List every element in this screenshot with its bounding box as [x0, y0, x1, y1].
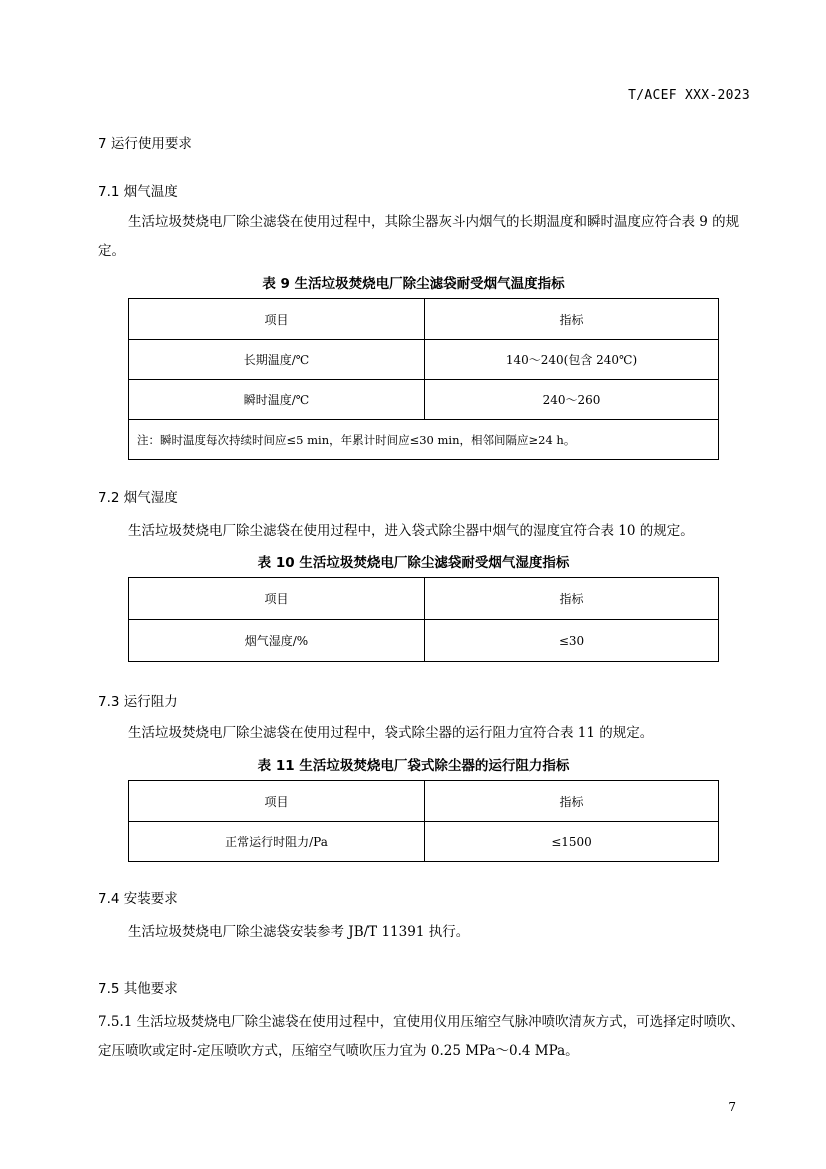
section-7-4-heading: 7.4 安装要求 — [98, 891, 178, 907]
section-7-2-heading: 7.2 烟气湿度 — [98, 490, 178, 506]
table-header-cell: 项目 — [129, 781, 425, 822]
table-10 — [128, 577, 719, 662]
section-7-1-paragraph: 生活垃圾焚烧电厂除尘滤袋在使用过程中，其除尘器灰斗内烟气的长期温度和瞬时温度应符合表 9 的规定。 — [98, 214, 740, 259]
table-cell: 140～240(包含 240℃) — [425, 340, 719, 380]
table-note-row — [129, 420, 719, 460]
table-cell: 长期温度/℃ — [129, 340, 425, 380]
table-header-row — [129, 781, 719, 822]
table-header-row — [129, 299, 719, 340]
section-7-5-heading: 7.5 其他要求 — [98, 981, 178, 997]
table-cell: ≤30 — [425, 620, 719, 662]
document-id: T/ACEF XXX-2023 — [628, 88, 750, 103]
table-cell: 瞬时温度/℃ — [129, 380, 425, 420]
table-row — [129, 340, 719, 380]
section-7-2-paragraph: 生活垃圾焚烧电厂除尘滤袋在使用过程中，进入袋式除尘器中烟气的湿度宜符合表 10 的规定。 — [128, 523, 694, 539]
section-7-heading: 7 运行使用要求 — [98, 136, 192, 152]
table-header-cell: 指标 — [425, 299, 719, 340]
section-7-4-paragraph: 生活垃圾焚烧电厂除尘滤袋安装参考 JB/T 11391 执行。 — [128, 924, 470, 940]
table-11-caption: 表 11 生活垃圾焚烧电厂袋式除尘器的运行阻力指标 — [257, 758, 570, 774]
section-7-3-heading: 7.3 运行阻力 — [98, 694, 178, 710]
table-9-caption: 表 9 生活垃圾焚烧电厂除尘滤袋耐受烟气温度指标 — [262, 276, 565, 292]
table-cell: 烟气湿度/% — [129, 620, 425, 662]
section-7-1-heading: 7.1 烟气温度 — [98, 184, 178, 200]
table-10-caption: 表 10 生活垃圾焚烧电厂除尘滤袋耐受烟气湿度指标 — [257, 555, 570, 571]
table-header-cell: 项目 — [129, 578, 425, 620]
table-header-cell: 项目 — [129, 299, 425, 340]
table-cell: 240～260 — [425, 380, 719, 420]
section-7-3-paragraph: 生活垃圾焚烧电厂除尘滤袋在使用过程中，袋式除尘器的运行阻力宜符合表 11 的规定。 — [128, 725, 654, 741]
table-cell: 正常运行时阻力/Pa — [129, 822, 425, 862]
table-9 — [128, 298, 719, 460]
table-row — [129, 380, 719, 420]
table-cell: ≤1500 — [425, 822, 719, 862]
page-number: 7 — [728, 1100, 736, 1114]
table-note: 注：瞬时温度每次持续时间应≤5 min，年累计时间应≤30 min，相邻间隔应≥24 h。 — [129, 420, 719, 460]
table-row — [129, 822, 719, 862]
table-11 — [128, 780, 719, 862]
table-header-cell: 指标 — [425, 781, 719, 822]
table-header-cell: 指标 — [425, 578, 719, 620]
table-row — [129, 620, 719, 662]
section-7-5-1-paragraph: 7.5.1 生活垃圾焚烧电厂除尘滤袋在使用过程中，宜使用仪用压缩空气脉冲喷吹清灰方式，可选择定时喷吹、定压喷吹或定时-定压喷吹方式，压缩空气喷吹压力宜为 0.25 MPa～0.4 MPa。 — [98, 1014, 745, 1059]
table-header-row — [129, 578, 719, 620]
